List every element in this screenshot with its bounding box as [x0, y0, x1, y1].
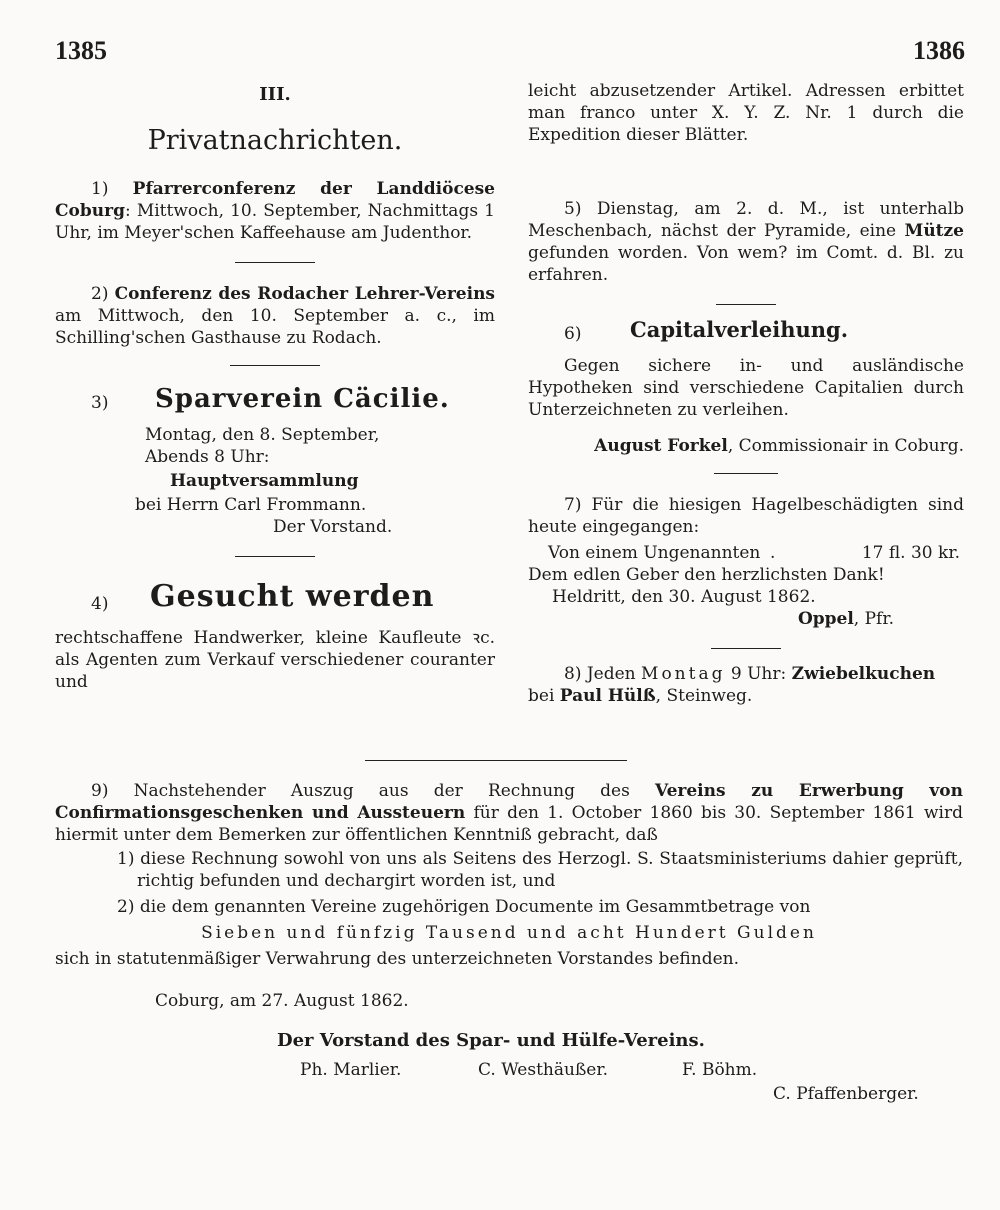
- divider: [235, 556, 315, 557]
- notice-6-number: 6): [564, 324, 582, 344]
- page-number-right: 1386: [913, 36, 965, 65]
- section-title: Privatnachrichten.: [147, 125, 403, 156]
- notice-1-title: Pfarrerconferenz der Landdiöcese Coburg: [55, 179, 495, 221]
- notice-9-intro: 9) Nachstehender Auszug aus der Rechnung des: [91, 781, 655, 801]
- notice-8-day: Montag: [641, 664, 726, 684]
- divider: [365, 760, 627, 761]
- notice-3-event: Hauptversammlung: [170, 471, 359, 491]
- notice-8-item: Zwiebelkuchen: [791, 664, 936, 684]
- notice-2: [55, 283, 495, 349]
- notice-6-text: Gegen sichere in- und ausländische Hypotheken sind verschiedene Capitalien durch Unterzeichneten zu verleihen.: [528, 356, 964, 420]
- notice-5-text: 5) Dienstag, am 2. d. M., ist unterhalb Meschenbach, nächst der Pyramide, eine: [528, 199, 964, 241]
- signature-1: Ph. Marlier.: [300, 1060, 402, 1080]
- notice-9-board: Der Vorstand des Spar- und Hülfe-Vereins.: [277, 1030, 705, 1051]
- notice-6-signer: August Forkel: [594, 436, 728, 456]
- notice-8-time: 9 Uhr:: [725, 664, 792, 684]
- notice-2-text: am Mittwoch, den 10. September a. c., im Schilling'schen Gasthause zu Rodach.: [55, 306, 495, 348]
- notice-6-title: Capitalverleihung.: [630, 317, 849, 342]
- notice-9-association: Vereins zu Erwerbung von Confirmationsgeschenken und Aussteuern: [55, 781, 963, 823]
- notice-7-place-date: Heldritt, den 30. August 1862.: [552, 587, 816, 607]
- notice-7-amount: 17 fl. 30 kr.: [861, 543, 960, 563]
- notice-4-title: Gesucht werden: [150, 579, 435, 614]
- notice-7-signer-role: , Pfr.: [853, 609, 894, 629]
- signature-3: F. Böhm.: [682, 1060, 758, 1080]
- notice-4-heading: [55, 579, 495, 623]
- notice-8-text-2: bei: [528, 686, 560, 706]
- notice-8: [528, 663, 964, 685]
- divider: [230, 365, 320, 366]
- right-column: [528, 80, 964, 707]
- notice-4-number: 4): [91, 594, 109, 614]
- notice-1-text: : Mittwoch, 10. September, Nachmittags 1 Uhr, im Meyer'schen Kaffeehause am Judenthor.: [55, 201, 495, 243]
- notice-5: [528, 198, 964, 286]
- notice-9-place-date: Coburg, am 27. August 1862.: [155, 991, 409, 1011]
- notice-7-donation-line: [528, 542, 964, 564]
- notice-9-item-2: 2) die dem genannten Vereine zugehörigen Documente im Gesammtbetrage von: [117, 897, 811, 917]
- left-column: [55, 80, 495, 693]
- notice-9-custody: sich in statutenmäßiger Verwahrung des unterzeichneten Vorstandes befinden.: [55, 949, 739, 969]
- notice-3-number: 3): [91, 393, 109, 413]
- section-number: III.: [259, 84, 291, 105]
- notice-1-number: 1): [91, 179, 109, 199]
- notice-9-item-1: 1) diese Rechnung sowohl von uns als Seitens des Herzogl. S. Staatsministeriums dahier geprüft, richtig befunden und dechargirt worden ist, und: [117, 849, 963, 891]
- notice-3-time: Abends 8 Uhr:: [145, 447, 270, 467]
- page-number-left: 1385: [55, 36, 107, 65]
- notice-9: [55, 780, 963, 1103]
- signature-2: C. Westhäußer.: [478, 1060, 609, 1080]
- notice-7-dots: .: [770, 543, 776, 563]
- notice-8-location: [528, 685, 964, 707]
- divider: [235, 262, 315, 263]
- notice-2-number: 2): [91, 284, 109, 304]
- notice-7-text: 7) Für die hiesigen Hagelbeschädigten sind heute eingegangen:: [528, 495, 964, 537]
- notice-3-signature: Der Vorstand.: [273, 517, 393, 537]
- notice-6-heading: [528, 317, 964, 351]
- divider: [711, 648, 781, 649]
- notice-7-signature: [528, 608, 894, 630]
- notice-9-body: für den 1. October 1860 bis 30. September 1861 wird hiermit unter dem Bemerken zur öffentlichen Kenntniß gebracht, daß: [55, 803, 963, 845]
- notice-9-signatures: [55, 1059, 963, 1103]
- notice-7-thanks: Dem edlen Geber den herzlichsten Dank!: [528, 565, 885, 585]
- notice-7-signer: Oppel: [797, 609, 854, 629]
- notice-4-continued: leicht abzusetzender Artikel. Adressen erbittet man franco unter X. Y. Z. Nr. 1 durch die Expedition dieser Blätter.: [528, 81, 964, 145]
- notice-5-text-end: gefunden worden. Von wem? im Comt. d. Bl. zu erfahren.: [528, 243, 964, 285]
- notice-6-signer-role: , Commissionair in Coburg.: [727, 436, 964, 456]
- notice-3-date: Montag, den 8. September,: [145, 425, 380, 445]
- notice-9-text: [55, 780, 963, 846]
- notice-8-seller: Paul Hülß: [559, 686, 656, 706]
- signature-4: C. Pfaffenberger.: [773, 1084, 919, 1104]
- notice-1: [55, 178, 495, 244]
- notice-5-item: Mütze: [904, 221, 964, 241]
- notice-2-title: Conferenz des Rodacher Lehrer-Vereins: [114, 284, 496, 304]
- notice-4-text: rechtschaffene Handwerker, kleine Kaufleute ꝛc. als Agenten zum Verkauf verschiedener couranter und: [55, 628, 495, 692]
- notice-3-title: Sparverein Cäcilie.: [155, 384, 450, 414]
- notice-6-signature: [528, 435, 964, 457]
- notice-9-amount: Sieben und fünfzig Tausend und acht Hundert Gulden: [201, 923, 817, 943]
- divider: [714, 473, 778, 474]
- divider: [716, 304, 776, 305]
- notice-7-donor: Von einem Ungenannten: [548, 543, 761, 563]
- notice-8-street: , Steinweg.: [655, 686, 753, 706]
- notice-3: [55, 384, 495, 537]
- notice-3-location: bei Herrn Carl Frommann.: [135, 495, 367, 515]
- notice-8-text: 8) Jeden: [564, 664, 642, 684]
